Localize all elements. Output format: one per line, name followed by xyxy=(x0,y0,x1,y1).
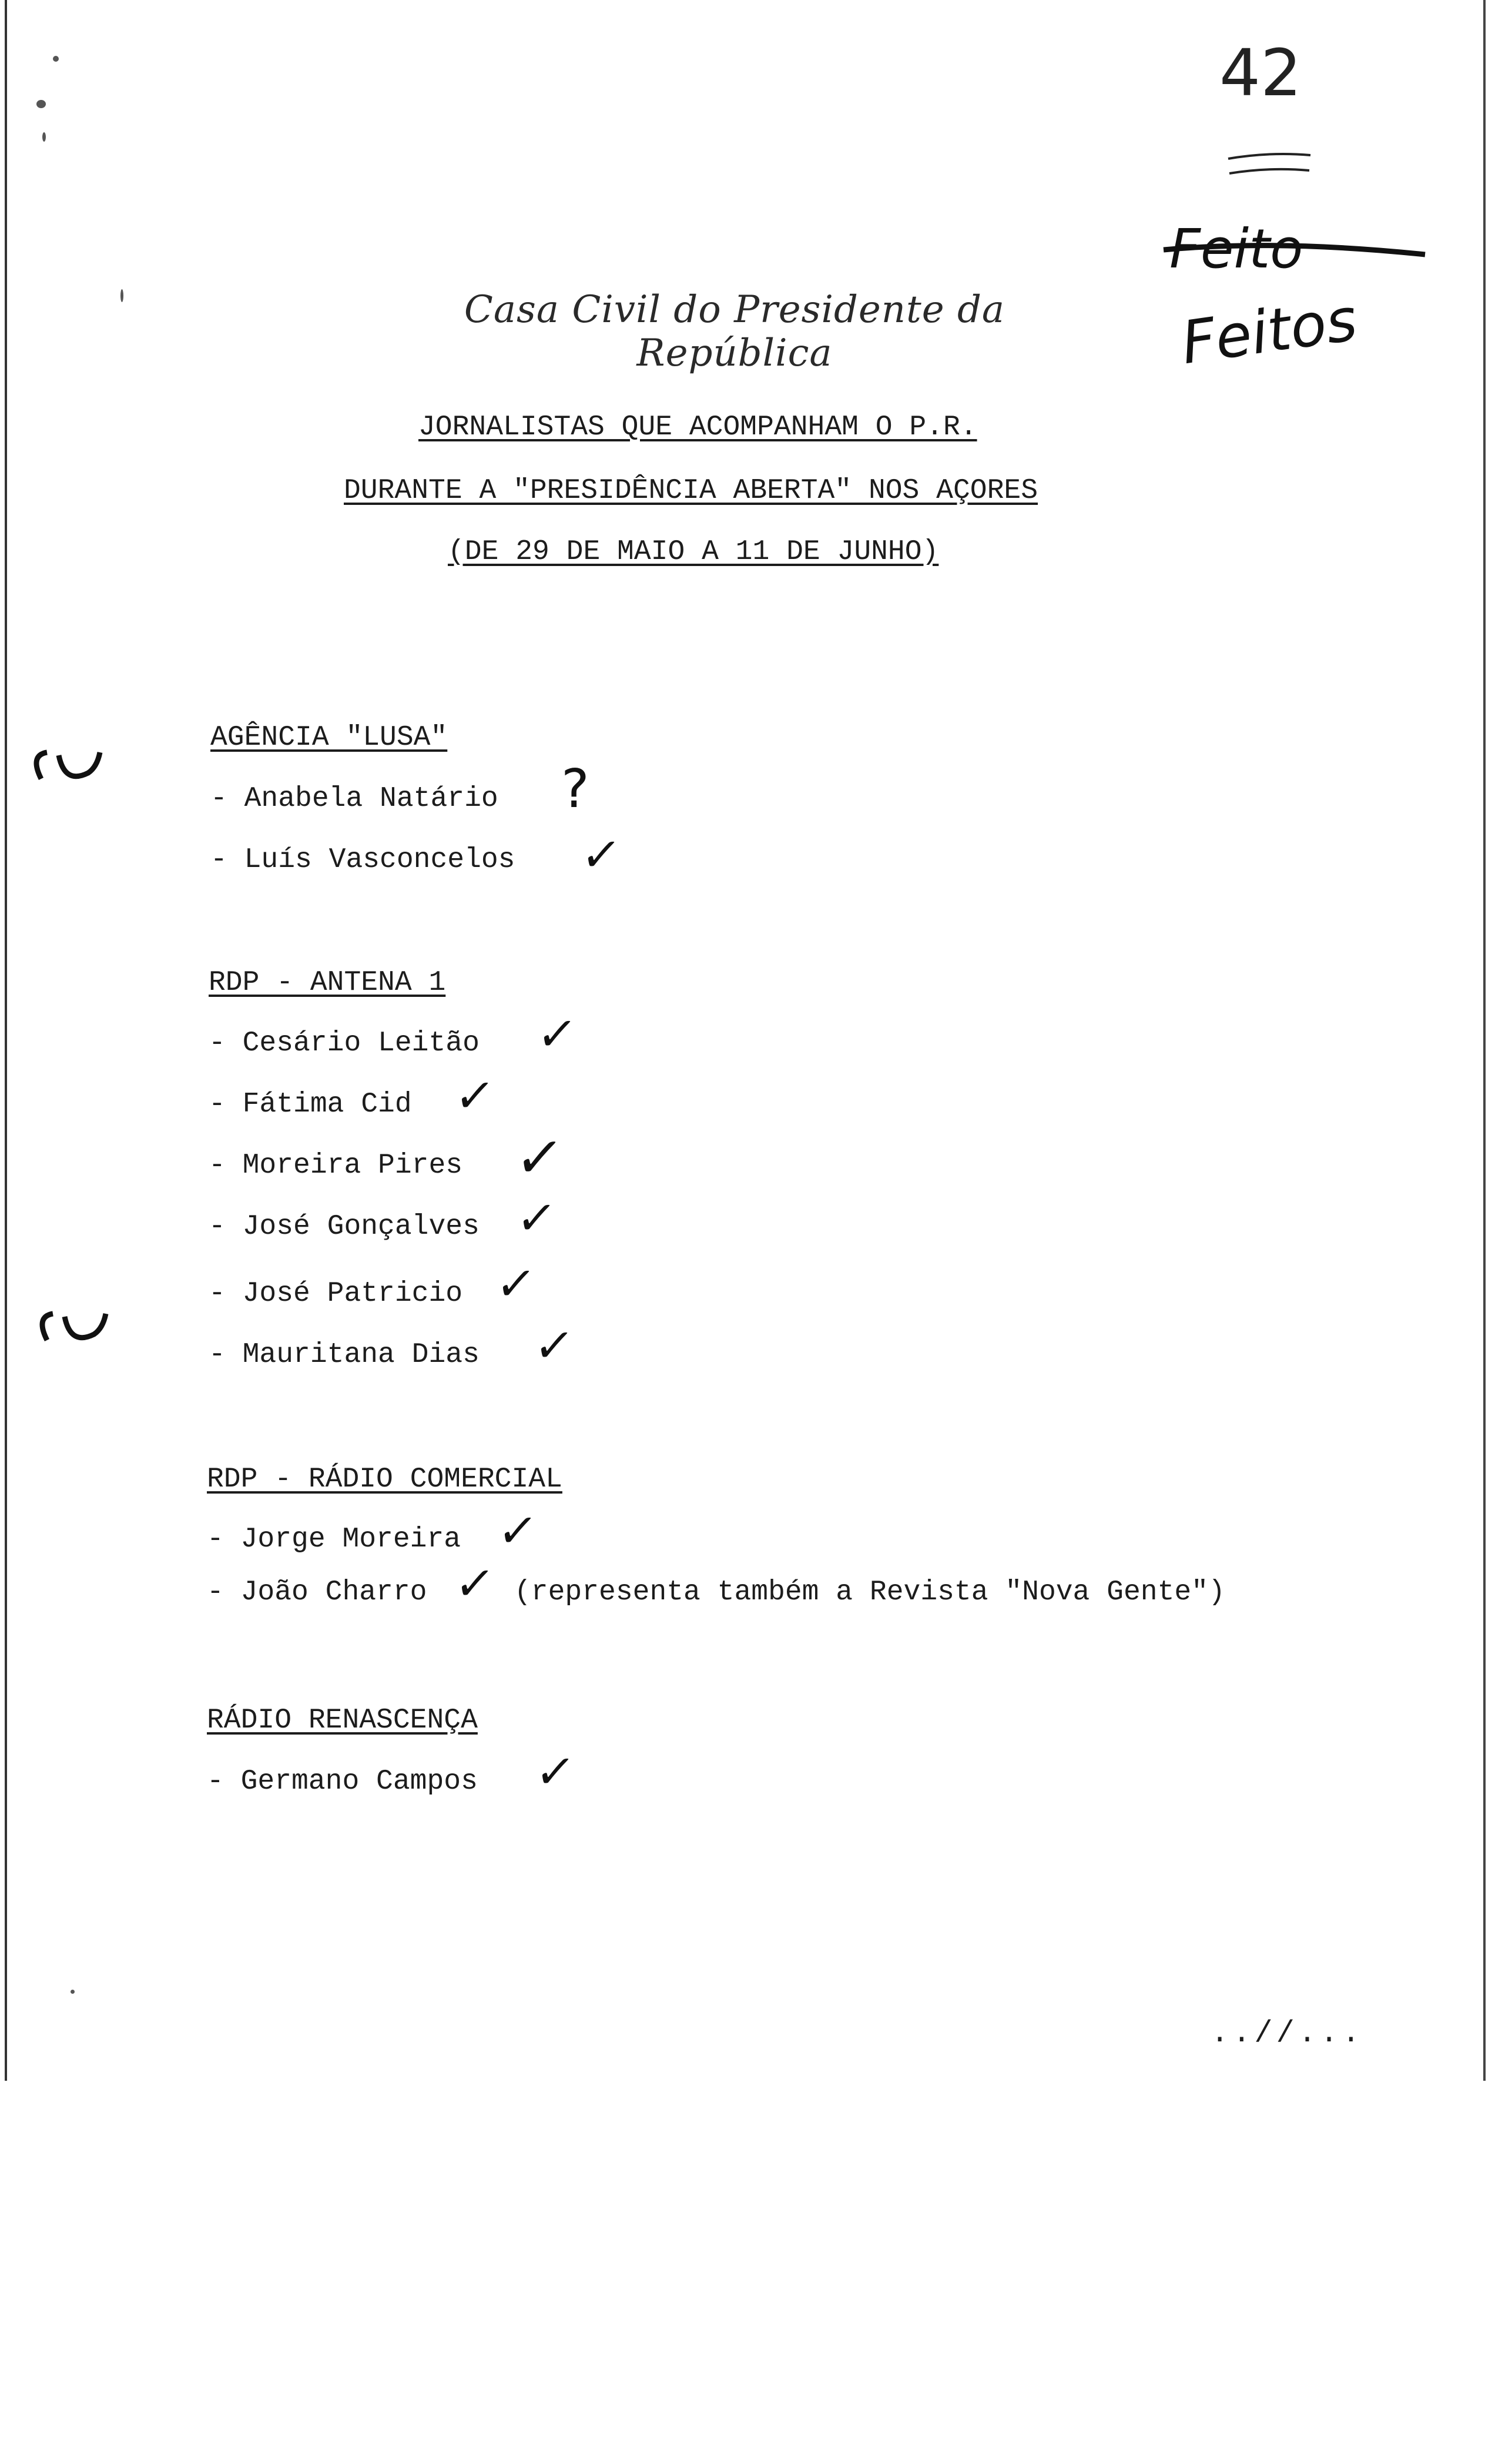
scan-right-edge xyxy=(1483,0,1486,2081)
question-mark: ? xyxy=(561,758,589,820)
scan-speck xyxy=(120,289,123,302)
page-number-underline xyxy=(1222,147,1316,182)
margin-note-struck: Feito xyxy=(1169,217,1303,280)
title-line-2: DURANTE A "PRESIDÊNCIA ABERTA" NOS AÇORES xyxy=(344,475,1038,507)
margin-note: Feitos xyxy=(1177,284,1362,378)
check-mark: ✓ xyxy=(492,1258,539,1311)
scan-speck xyxy=(36,100,46,108)
check-mark: ✓ xyxy=(532,1746,578,1799)
section-heading-radio-renascenca: RÁDIO RENASCENÇA xyxy=(207,1705,478,1736)
check-mark: ✓ xyxy=(451,1558,498,1611)
journalist-entry: - Cesário Leitão xyxy=(209,1027,480,1059)
journalist-entry: - José Gonçalves xyxy=(209,1211,480,1243)
check-mark: ✓ xyxy=(534,1008,580,1061)
margin-check-mark xyxy=(29,1299,112,1352)
strike-line xyxy=(1161,232,1431,273)
check-mark: ✓ xyxy=(451,1070,498,1123)
scan-speck xyxy=(71,1990,75,1994)
section-heading-lusa: AGÊNCIA "LUSA" xyxy=(210,722,448,754)
journalist-entry: - Anabela Natário xyxy=(210,783,498,815)
journalist-entry: - Mauritana Dias xyxy=(209,1339,480,1371)
scan-left-edge xyxy=(5,0,7,2081)
title-line-1: JORNALISTAS QUE ACOMPANHAM O P.R. xyxy=(418,411,977,443)
page-number: 42 xyxy=(1219,35,1302,111)
journalist-entry: - José Patricio xyxy=(209,1278,463,1310)
journalist-entry: - João Charro xyxy=(207,1576,427,1608)
title-line-3: (DE 29 DE MAIO A 11 DE JUNHO) xyxy=(448,536,939,568)
check-mark: ✓ xyxy=(578,829,624,882)
check-mark: ✓ xyxy=(494,1505,541,1558)
margin-check-mark xyxy=(24,738,106,791)
journalist-entry: - Luís Vasconcelos xyxy=(210,844,515,876)
journalist-entry: - Germano Campos xyxy=(207,1766,478,1797)
section-heading-radio-comercial: RDP - RÁDIO COMERCIAL xyxy=(207,1464,562,1495)
scan-speck xyxy=(53,56,59,62)
journalist-entry: - Fátima Cid xyxy=(209,1089,412,1120)
journalist-note: (representa também a Revista "Nova Gente") xyxy=(514,1576,1225,1608)
letterhead: Casa Civil do Presidente da República xyxy=(464,288,1005,375)
check-mark: ✓ xyxy=(531,1320,577,1372)
check-mark: ✓ xyxy=(513,1192,559,1245)
section-heading-antena-1: RDP - ANTENA 1 xyxy=(209,967,446,999)
journalist-entry: - Jorge Moreira xyxy=(207,1524,461,1555)
journalist-entry: - Moreira Pires xyxy=(209,1150,463,1181)
scan-speck xyxy=(42,132,46,142)
continuation-mark: ..//... xyxy=(1211,2016,1364,2051)
check-mark: ✓ xyxy=(511,1126,568,1190)
